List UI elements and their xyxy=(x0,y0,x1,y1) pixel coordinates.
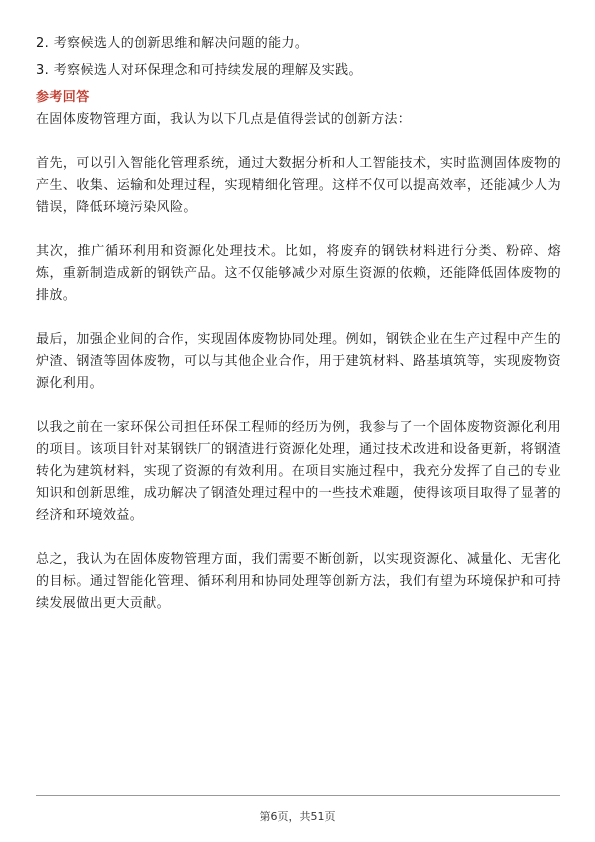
paragraph-experience: 以我之前在一家环保公司担任环保工程师的经历为例，我参与了一个固体废物资源化利用的项目。该项目针对某钢铁厂的钢渣进行资源化处理，通过技术改进和设备更新，将钢渣转化为建筑材料，实现了资源的有效利用。在项目实施过程中，我充分发挥了自己的专业知识和创新思维，成功解决了钢渣处理过程中的一些技术难题，使得该项目取得了显著的经济和环境效益。 xyxy=(36,420,561,523)
paragraph-intro: 在固体废物管理方面，我认为以下几点是值得尝试的创新方法： xyxy=(36,112,412,127)
page-content xyxy=(36,33,561,637)
paragraph-second-point: 其次，推广循环利用和资源化处理技术。比如，将废弃的钢铁材料进行分类、粉碎、熔炼，重新制造成新的钢铁产品。这不仅能够减少对原生资源的依赖，还能降低固体废物的排放。 xyxy=(36,244,561,303)
section-title-reference-answer: 参考回答 xyxy=(36,90,90,105)
list-item-3: 3. 考察候选人对环保理念和可持续发展的理解及实践。 xyxy=(36,63,362,78)
paragraph-conclusion: 总之，我认为在固体废物管理方面，我们需要不断创新，以实现资源化、减量化、无害化的目标。通过智能化管理、循环利用和协同处理等创新方法，我们有望为环境保护和可持续发展做出更大贡献。 xyxy=(36,552,561,611)
list-item-2: 2. 考察候选人的创新思维和解决问题的能力。 xyxy=(36,36,309,51)
paragraph-third-point: 最后，加强企业间的合作，实现固体废物协同处理。例如，钢铁企业在生产过程中产生的炉渣、钢渣等固体废物，可以与其他企业合作，用于建筑材料、路基填筑等，实现废物资源化利用。 xyxy=(36,332,561,391)
footer-divider xyxy=(36,795,560,796)
paragraph-first-point: 首先，可以引入智能化管理系统，通过大数据分析和人工智能技术，实时监测固体废物的产生、收集、运输和处理过程，实现精细化管理。这样不仅可以提高效率，还能减少人为错误，降低环境污染风险。 xyxy=(36,156,561,215)
page-number: 第6页，共51页 xyxy=(259,810,336,823)
